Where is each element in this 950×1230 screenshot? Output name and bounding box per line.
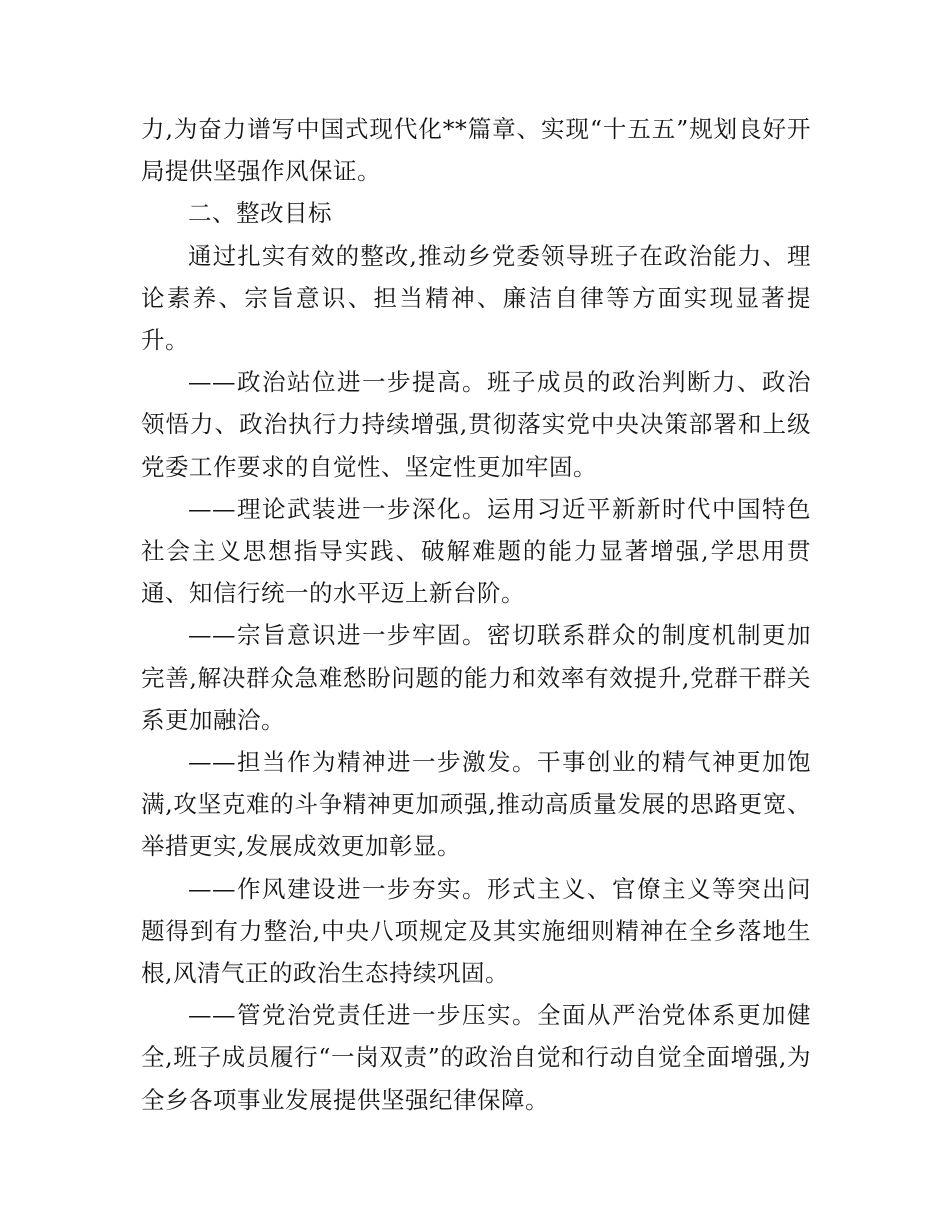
paragraph-theory: ——理论武装进一步深化。运用习近平新新时代中国特色社会主义思想指导实践、破解难题的能力显著增强,学思用贯通、知信行统一的水平迈上新台阶。 (141, 494, 811, 608)
paragraph-party-governance: ——管党治党责任进一步压实。全面从严治党体系更加健全,班子成员履行“一岗双责”的政治自觉和行动自觉全面增强,为全乡各项事业发展提供坚强纪律保障。 (141, 1001, 811, 1114)
paragraph-overview: 通过扎实有效的整改,推动乡党委领导班子在政治能力、理论素养、宗旨意识、担当精神、廉洁自律等方面实现显著提升。 (141, 241, 811, 355)
section-heading-rectification-goals: 二、整改目标 (188, 199, 332, 228)
paragraph-purpose: ——宗旨意识进一步牢固。密切联系群众的制度机制更加完善,解决群众急难愁盼问题的能力和效率有效提升,党群干群关系更加融洽。 (141, 621, 811, 734)
paragraph-responsibility-spirit: ——担当作为精神进一步激发。干事创业的精气神更加饱满,攻坚克难的斗争精神更加顽强,推动高质量发展的思路更宽、举措更实,发展成效更加彰显。 (141, 748, 811, 861)
paragraph-political-stance: ——政治站位进一步提高。班子成员的政治判断力、政治领悟力、政治执行力持续增强,贯彻落实党中央决策部署和上级党委工作要求的自觉性、坚定性更加牢固。 (141, 368, 811, 481)
document-body (141, 108, 811, 1121)
paragraph-continuation: 力,为奋力谱写中国式现代化**篇章、实现“十五五”规划良好开局提供坚强作风保证。 (141, 115, 811, 186)
paragraph-work-style: ——作风建设进一步夯实。形式主义、官僚主义等突出问题得到有力整治,中央八项规定及其实施细则精神在全乡落地生根,风清气正的政治生态持续巩固。 (141, 874, 811, 988)
